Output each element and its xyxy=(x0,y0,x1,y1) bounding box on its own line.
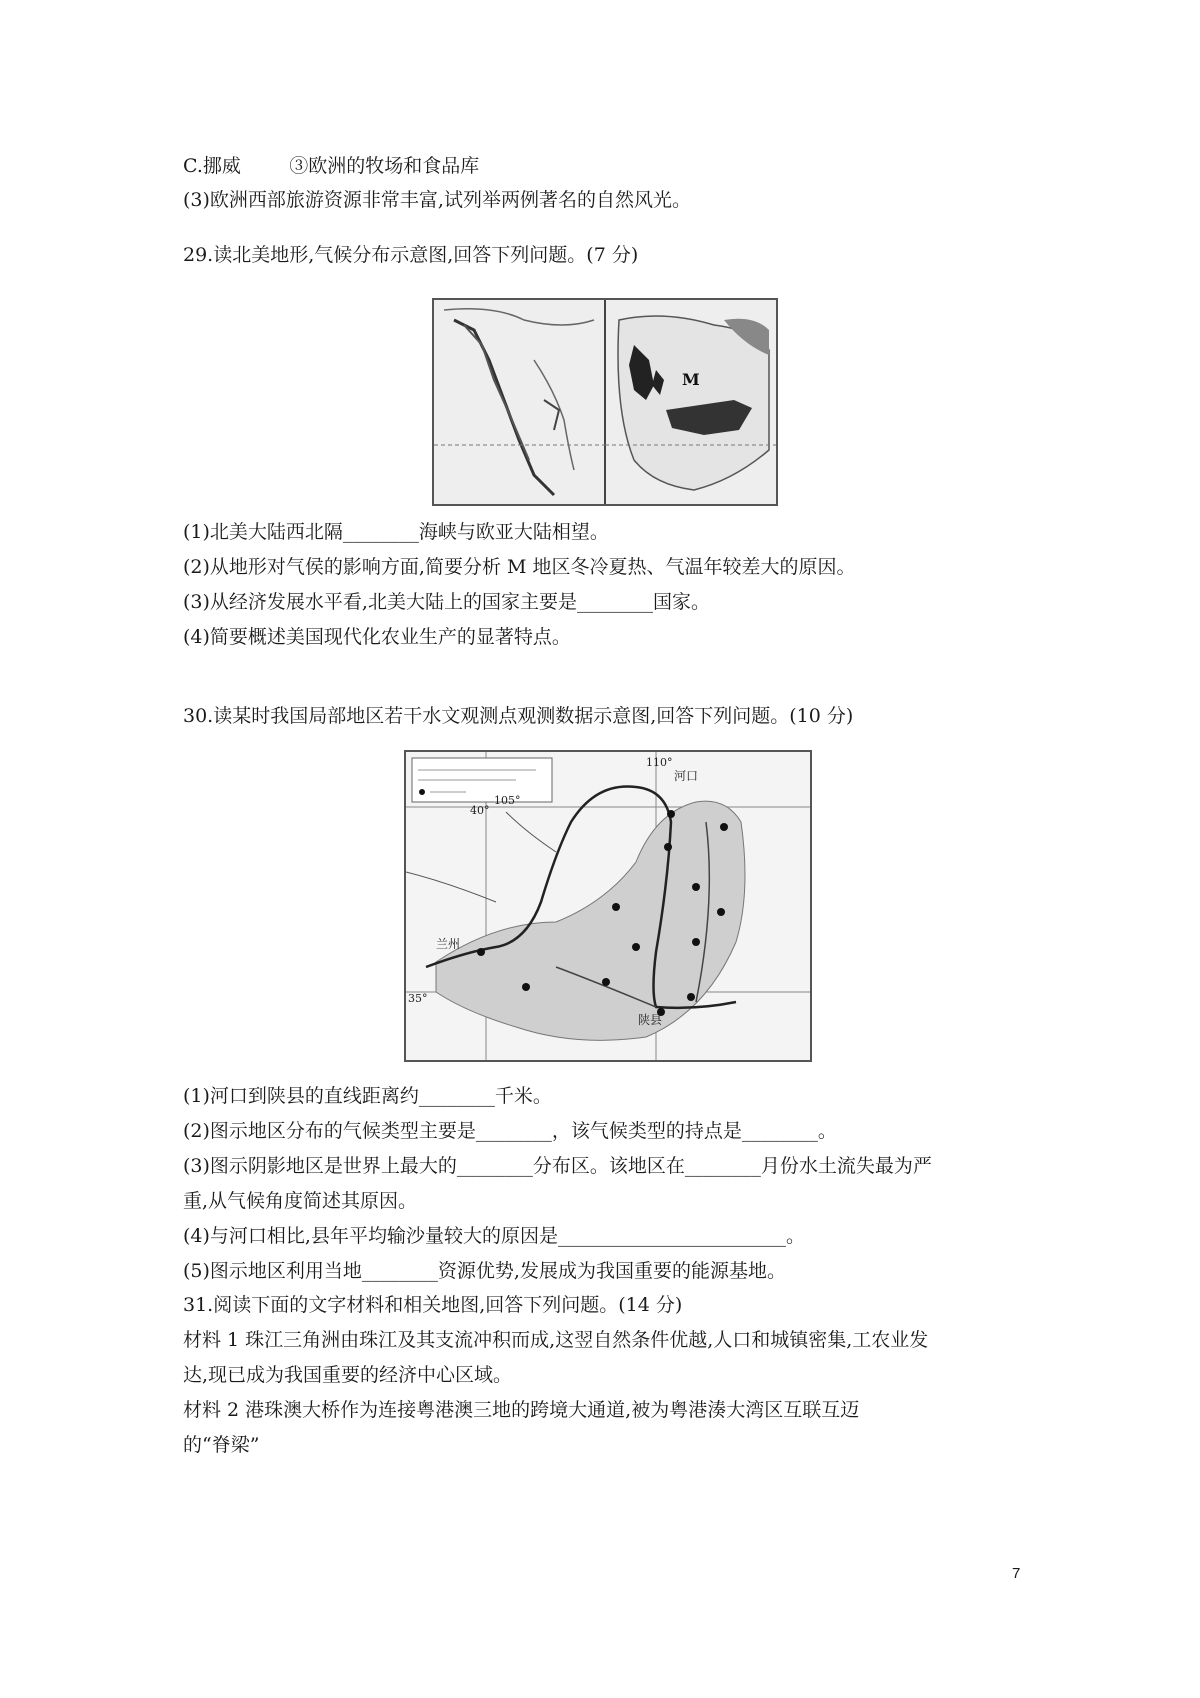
yellow-river-map xyxy=(406,752,810,1060)
text-line-material-2b: 的“脊梁” xyxy=(183,1434,260,1456)
map-label-105: 105° xyxy=(494,794,521,807)
north-america-map-figure xyxy=(432,298,778,506)
text-line-material-1a: 材料 1 珠江三角洲由珠江及其支流冲积而成,这翌自然条件优越,人口和城镇密集,工农业发 xyxy=(183,1329,929,1351)
text-line-q29-4: (4)简要概述美国现代化农业生产的显著特点。 xyxy=(183,626,571,648)
north-america-map xyxy=(434,300,776,504)
text-line-q30-2: (2)图示地区分布的气候类型主要是________，该气候类型的持点是________。 xyxy=(183,1120,837,1142)
text-line-q29-1: (1)北美大陆西北隔________海峡与欧亚大陆相望。 xyxy=(183,521,609,543)
map-label-35: 35° xyxy=(408,992,428,1005)
map-label-m: M xyxy=(682,370,700,389)
map-label-lanzhou: 兰州 xyxy=(436,937,461,951)
text-line-q29-title: 29.读北美地形,气候分布示意图,回答下列问题。(7 分) xyxy=(183,244,639,266)
text-line-q29-3: (3)从经济发展水平看,北美大陆上的国家主要是________国家。 xyxy=(183,591,710,613)
text-line-q30-3b: 重,从气候角度简述其原因。 xyxy=(183,1190,418,1212)
map-label-shanxian: 陕县 xyxy=(638,1013,663,1027)
text-line-q30-5: (5)图示地区利用当地________资源优势,发展成为我国重要的能源基地。 xyxy=(183,1260,786,1282)
map-label-40: 40° xyxy=(470,804,490,817)
text-line-q30-3a: (3)图示阴影地区是世界上最大的________分布区。该地区在________月份水土流失最为严 xyxy=(183,1155,932,1177)
text-line-material-2a: 材料 2 港珠澳大桥作为连接粤港澳三地的跨境大通道,被为粤港湊大湾区互联互迈 xyxy=(183,1399,860,1421)
text-line-q30-title: 30.读某时我国局部地区若干水文观测点观测数据示意图,回答下列问题。(10 分) xyxy=(183,705,854,727)
text-line-q29-2: (2)从地形对气侯的影响方面,简要分析 M 地区冬冷夏热、气温年较差大的原因。 xyxy=(183,556,856,578)
page-number: 7 xyxy=(1012,1565,1021,1582)
text-line-option-c: C.挪威 ③欧洲的牧场和食品库 xyxy=(183,155,480,177)
text-line-material-1b: 达,现已成为我国重要的经济中心区域。 xyxy=(183,1364,513,1386)
yellow-river-map-figure xyxy=(404,750,812,1062)
text-line-q28-3: (3)欧洲西部旅游资源非常丰富,试列举两例著名的自然风光。 xyxy=(183,189,691,211)
text-line-q30-1: (1)河口到陕县的直线距离约________千米。 xyxy=(183,1085,552,1107)
text-line-q31-title: 31.阅读下面的文字材料和相关地图,回答下列问题。(14 分) xyxy=(183,1294,683,1316)
text-line-q30-4: (4)与河口相比,县年平均输沙量较大的原因是________________________。 xyxy=(183,1225,805,1247)
map-label-110: 110° xyxy=(646,756,673,769)
map-label-hekou: 河口 xyxy=(674,769,699,783)
